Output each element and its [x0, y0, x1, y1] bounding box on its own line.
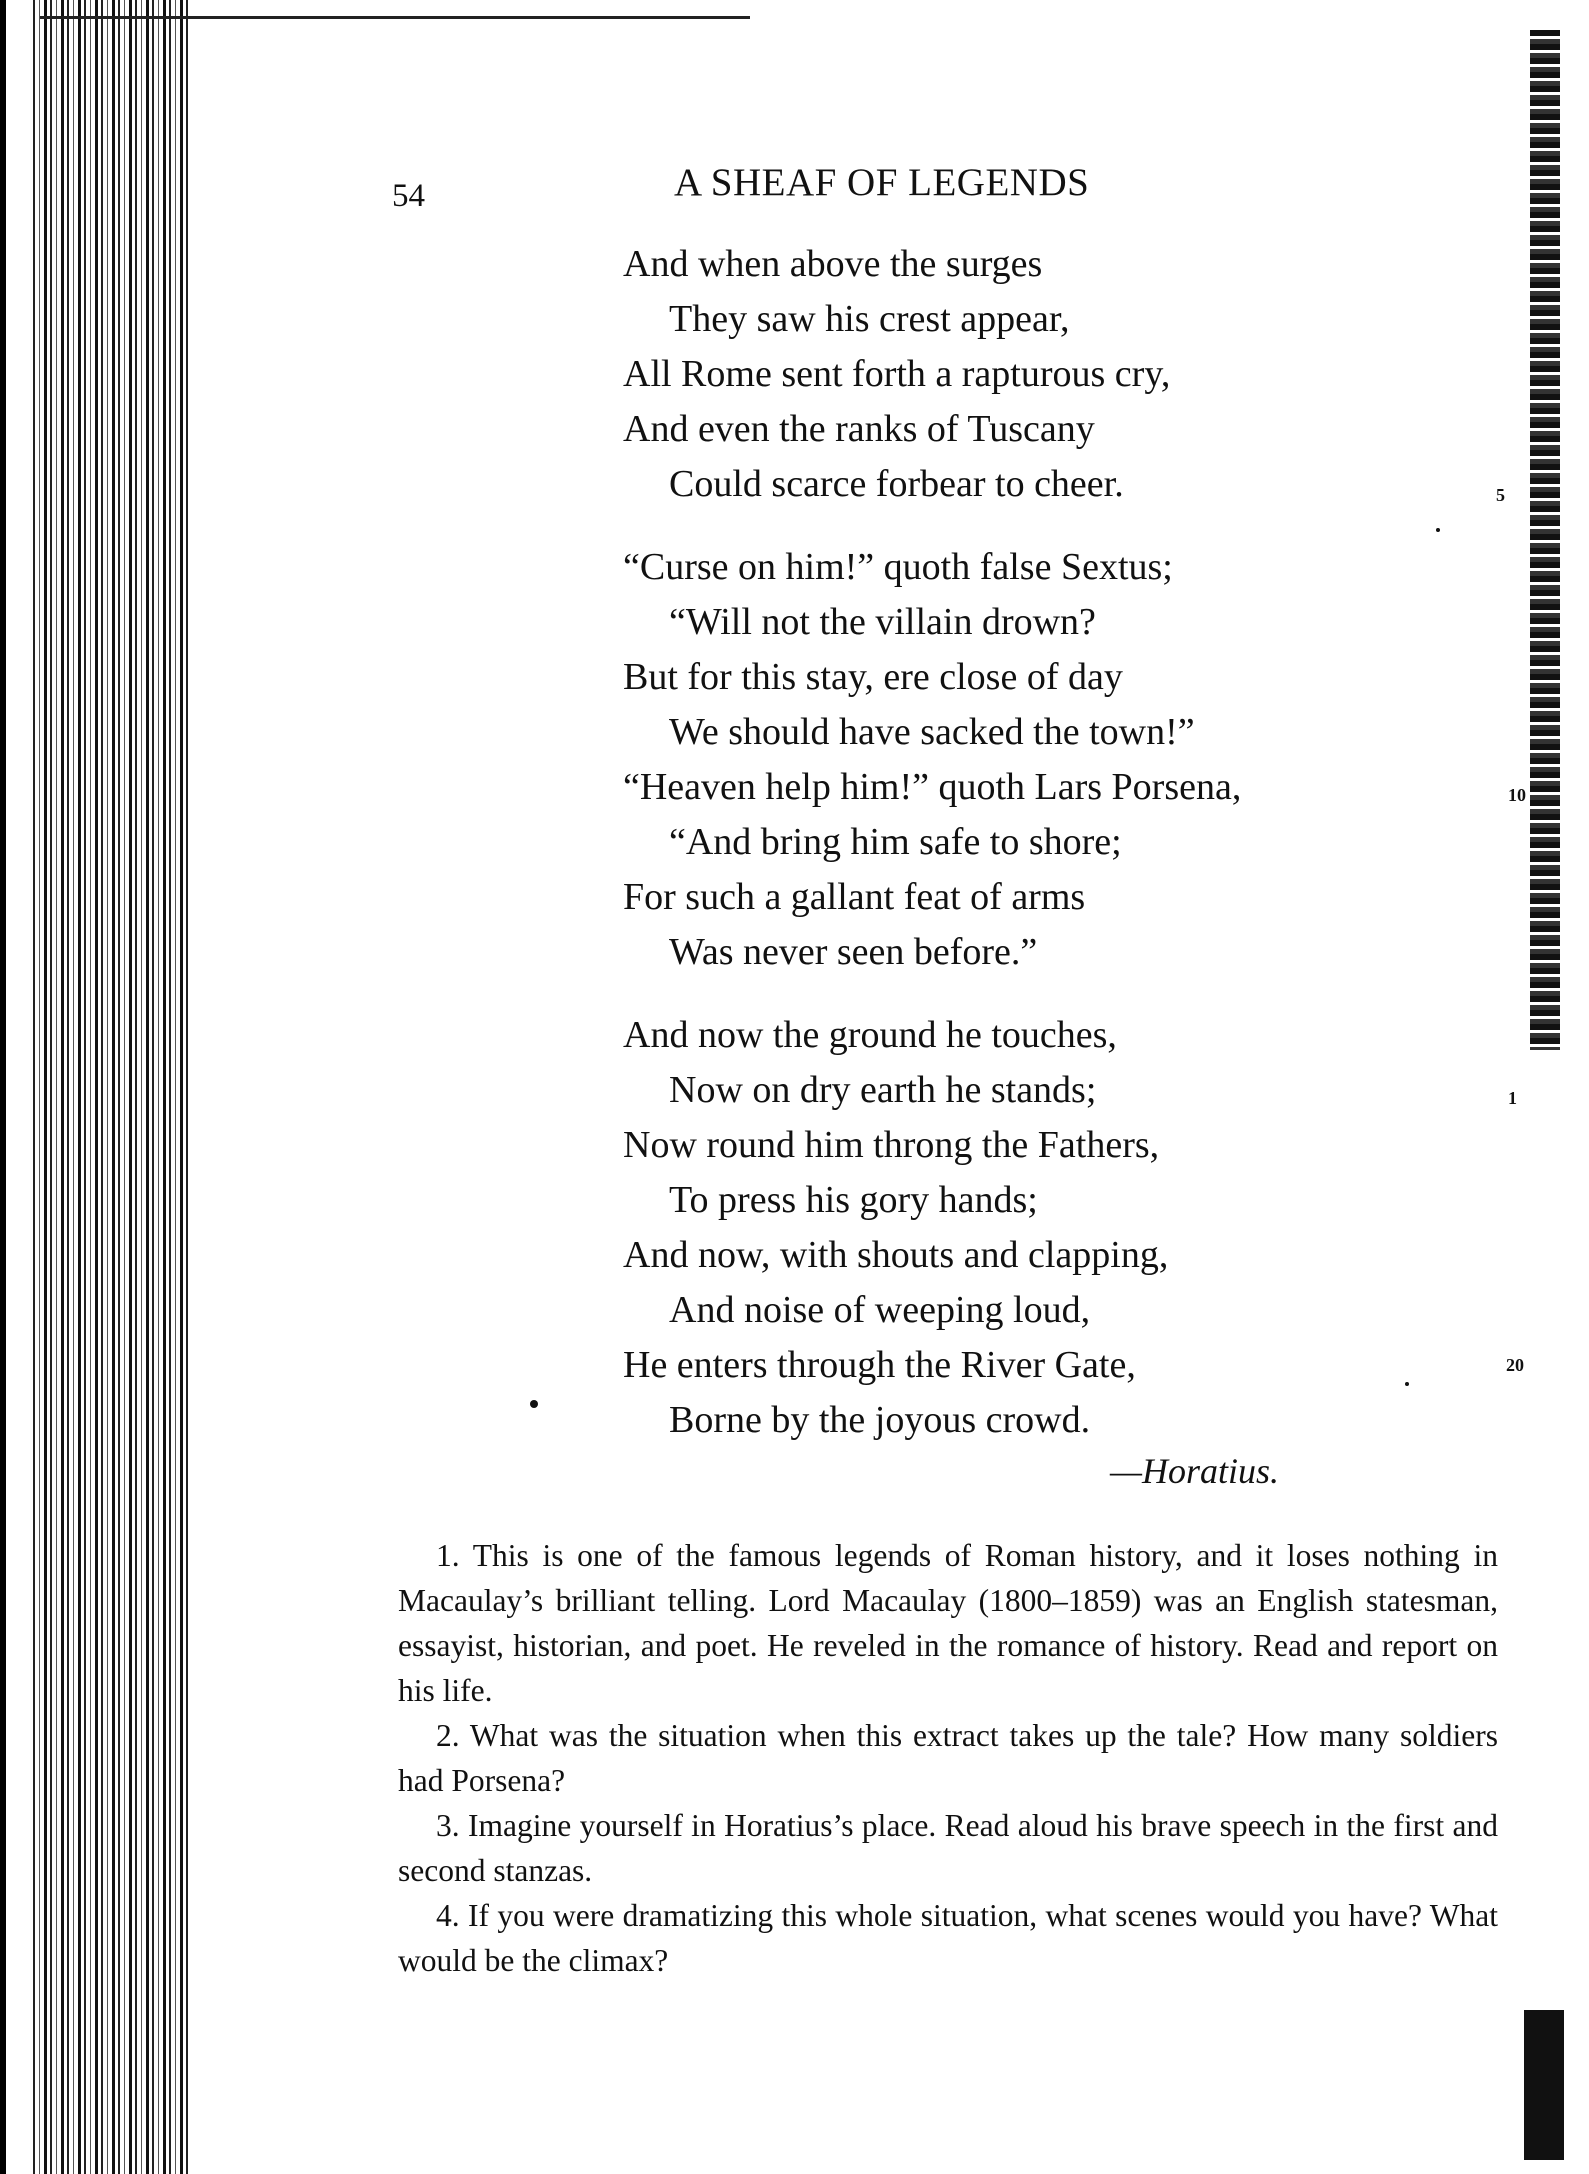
right-page-edge-bottom — [1524, 2010, 1564, 2160]
poem-line: All Rome sent forth a rapturous cry, — [623, 353, 1171, 395]
poem-line: And noise of weeping loud, — [669, 1289, 1091, 1331]
poem-line: For such a gallant feat of arms — [623, 876, 1086, 918]
poem-line: We should have sacked the town!” — [669, 711, 1195, 753]
note-1: 1. This is one of the famous legends of Roman history, and it loses nothing in Macaulay’s brilliant telling. Lord Macaulay (1800–1859) was an English statesman, essayist, historian, and poet. He reveled in the romance of history. Read and report on his life. — [398, 1538, 1498, 1708]
poem-line: And even the ranks of Tuscany — [623, 408, 1095, 450]
top-edge-rule — [40, 16, 750, 19]
poem-attribution: —Horatius. — [1110, 1451, 1280, 1491]
poem-line: “And bring him safe to shore; — [669, 821, 1122, 863]
poem-line: Borne by the joyous crowd. — [669, 1399, 1091, 1441]
stanza-2 — [623, 540, 1241, 980]
line-number-1: 1 — [1508, 1088, 1517, 1108]
poem-line: He enters through the River Gate, — [623, 1344, 1136, 1386]
running-title: A SHEAF OF LEGENDS — [674, 161, 1090, 204]
poem-line: They saw his crest appear, — [669, 298, 1070, 340]
stanza-3 — [623, 1008, 1241, 1448]
stanza-1 — [623, 237, 1241, 512]
poem-line: And when above the surges — [623, 243, 1043, 285]
page-number: 54 — [392, 178, 425, 214]
note-4: 4. If you were dramatizing this whole situation, what scenes would you have? What would be the climax? — [398, 1898, 1498, 1978]
note-3: 3. Imagine yourself in Horatius’s place. Read aloud his brave speech in the first and second stanzas. — [398, 1808, 1498, 1888]
poem-line: “Will not the villain drown? — [669, 601, 1096, 643]
poem-line: Now round him throng the Fathers, — [623, 1124, 1160, 1166]
poem-line: But for this stay, ere close of day — [623, 656, 1123, 698]
line-number-5: 5 — [1496, 485, 1505, 505]
poem — [623, 237, 1241, 1476]
ink-speck — [1436, 528, 1440, 532]
poem-line: And now, with shouts and clapping, — [623, 1234, 1169, 1276]
note-2: 2. What was the situation when this extract takes up the tale? How many soldiers had Porsena? — [398, 1718, 1498, 1798]
poem-line: Now on dry earth he stands; — [669, 1069, 1097, 1111]
ink-speck — [530, 1400, 538, 1408]
ink-speck — [1405, 1382, 1409, 1386]
poem-line: To press his gory hands; — [669, 1179, 1038, 1221]
poem-line: And now the ground he touches, — [623, 1014, 1117, 1056]
poem-line: Could scarce forbear to cheer. — [669, 463, 1124, 505]
poem-line: “Heaven help him!” quoth Lars Porsena, — [623, 766, 1242, 808]
study-notes — [398, 1533, 1498, 1983]
line-number-20: 20 — [1506, 1355, 1524, 1375]
line-number-10: 10 — [1508, 785, 1526, 805]
poem-line: Was never seen before.” — [669, 931, 1038, 973]
book-spine-binding — [30, 0, 190, 2174]
right-page-edge — [1530, 30, 1560, 1050]
poem-line: “Curse on him!” quoth false Sextus; — [623, 546, 1173, 588]
